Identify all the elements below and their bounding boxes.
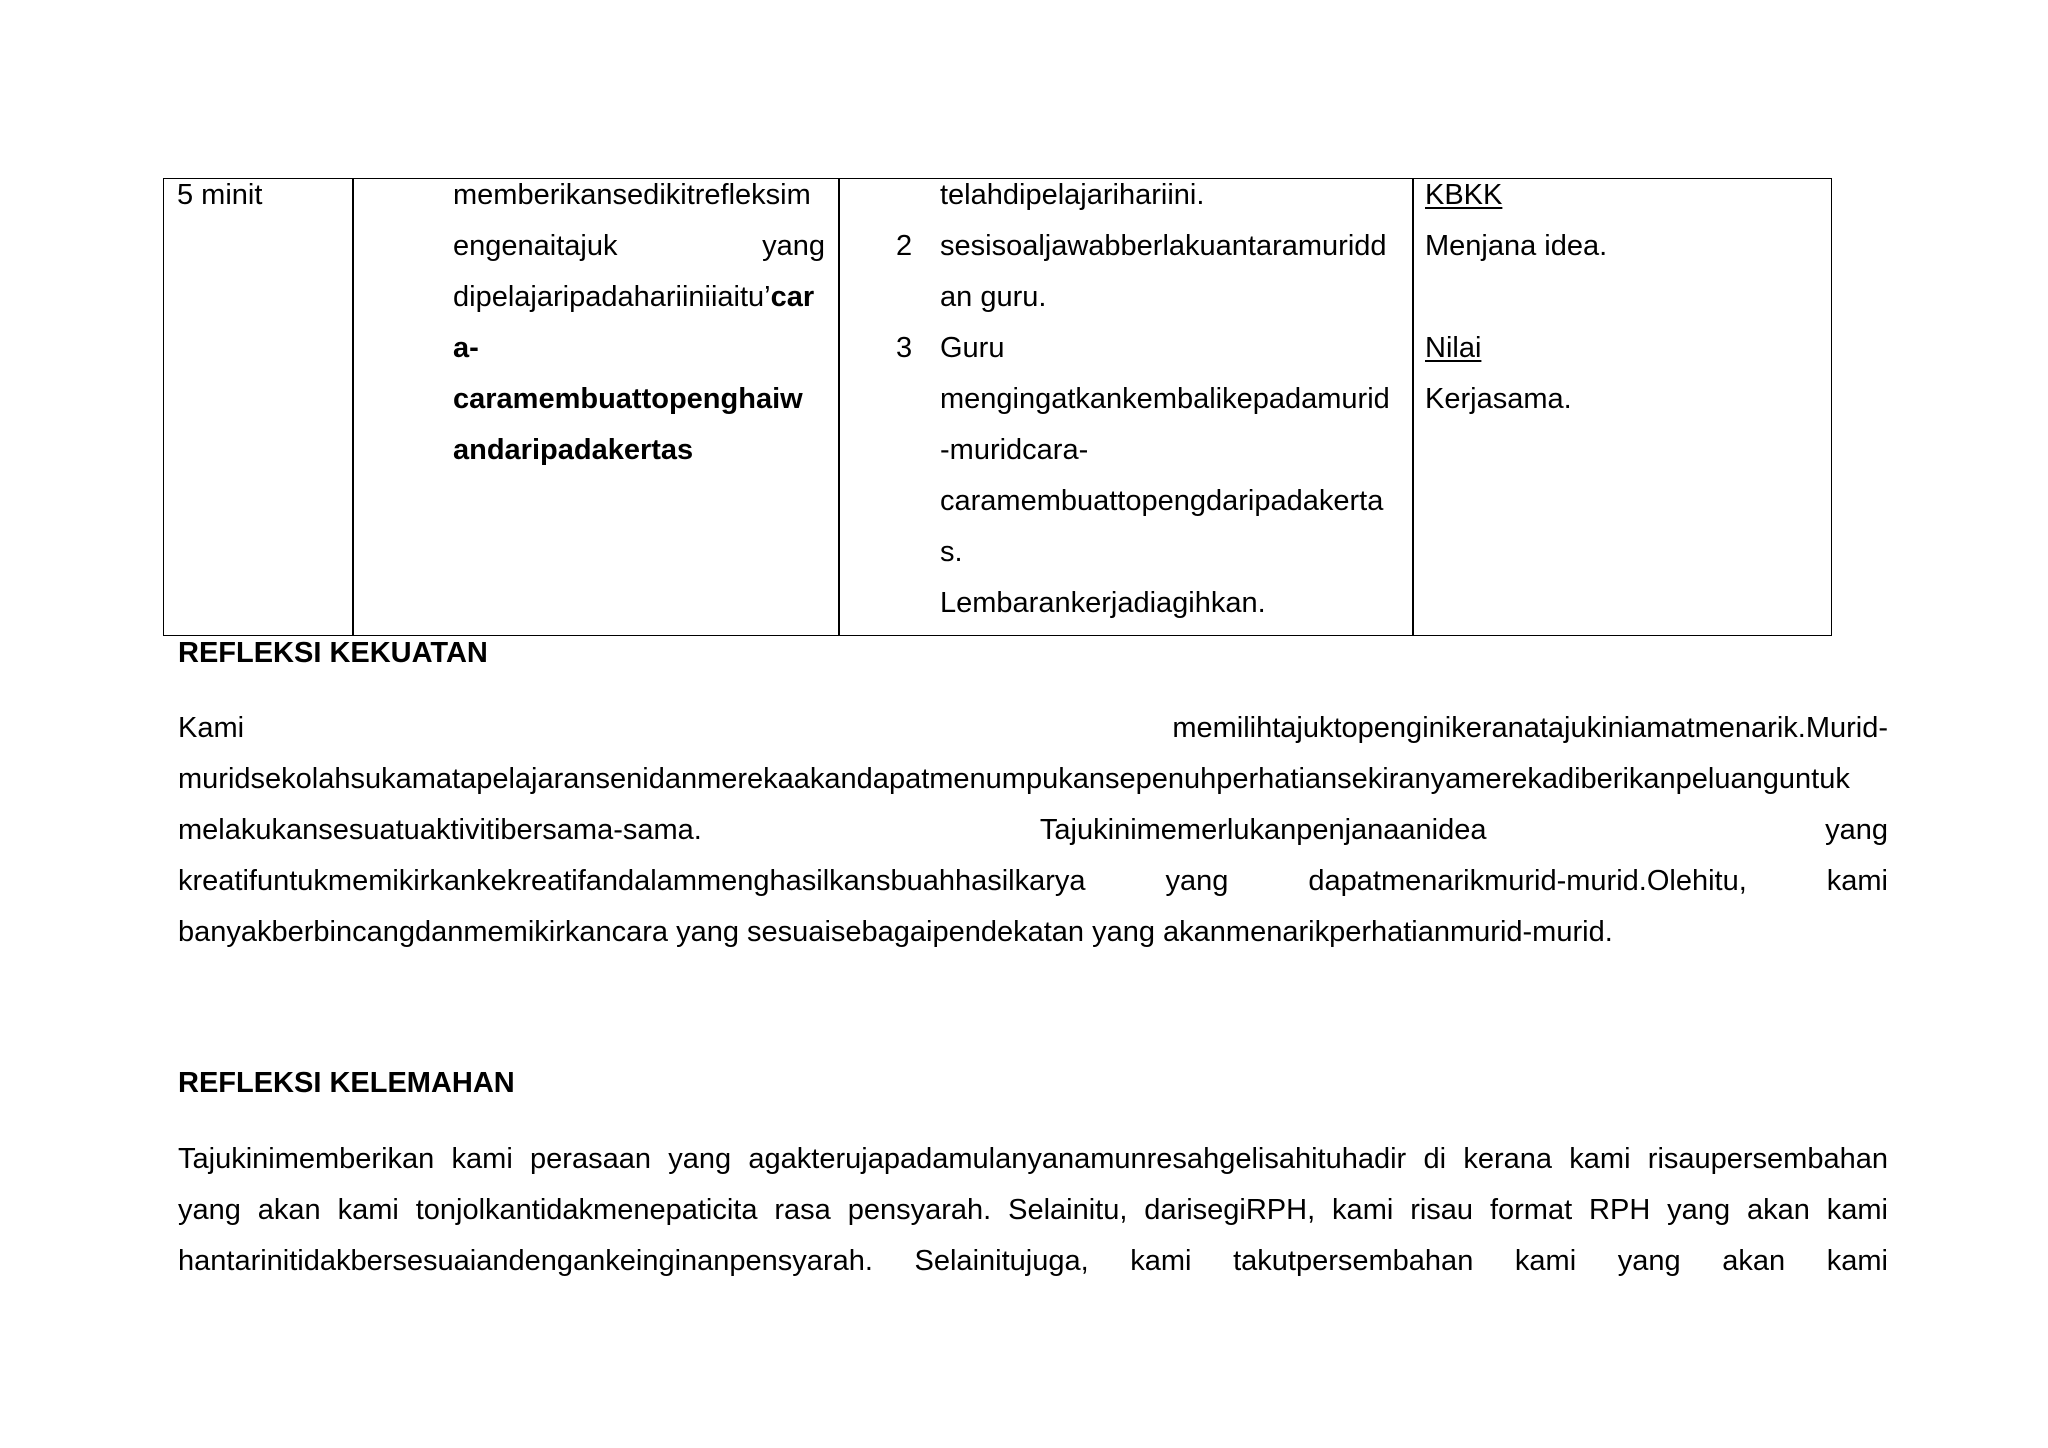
notes-line-text: Lembarankerjadiagihkan. [940,587,1266,619]
notes-cell [896,170,1405,629]
notes-line-text: sesisoaljawabberlakuantaramuridd [940,230,1387,262]
column-divider [1412,179,1414,635]
step-number [896,272,940,323]
strengths-heading: REFLEKSI KEKUATAN [178,637,488,669]
column-divider [352,179,354,635]
notes-line [896,170,1405,221]
activity-line-bold: car [770,281,815,313]
step-number [896,527,940,578]
activity-line-bold: a- [453,332,479,364]
paragraph-line: melakukansesuatuaktivitibersama-sama. Tajukinimemerlukanpenjanaanidea yang [178,814,1888,846]
duration-text: 5 minit [177,179,263,211]
notes-line [896,374,1405,425]
step-number [896,374,940,425]
remarks-cell [1425,170,1607,425]
notes-line [896,272,1405,323]
strengths-paragraph [178,703,1888,958]
activity-line: memberikansedikitrefleksim [453,179,811,211]
paragraph-line: hantarinitidakbersesuaiandengankeinginanpensyarah. Selainitujuga, kami takutpersembahan kami yang akan kami [178,1245,1888,1277]
notes-line-text: Guru [940,332,1005,364]
paragraph-line: banyakberbincangdanmemikirkancara yang sesuaisebagaipendekatan yang akanmenarikperhatianmurid-murid. [178,916,1613,948]
activity-line-bold: andaripadakertas [453,434,694,466]
lesson-plan-table [163,178,1832,636]
step-number: 2 [896,230,913,262]
paragraph-line: Tajukinimemberikan kami perasaan yang agakterujapadamulanyanamunresahgelisahituhadir di kerana kami risaupersembahan [178,1143,1888,1175]
step-number [896,425,940,476]
notes-line-text: an guru. [940,281,1047,313]
kbkk-label: KBKK [1425,179,1503,211]
notes-line [896,476,1405,527]
activity-cell [453,170,825,476]
paragraph-line: muridsekolahsukamatapelajaransenidanmerekaakandapatmenumpukansepenuhperhatiansekiranyamerekadiberikanpeluanguntuk [178,763,1850,795]
weaknesses-paragraph [178,1134,1888,1287]
paragraph-line: yang akan kami tonjolkantidakmenepaticita rasa pensyarah. Selainitu, darisegiRPH, kami risau format RPH yang akan kami [178,1194,1888,1226]
nilai-value: Kerjasama. [1425,383,1572,415]
notes-line [896,578,1405,629]
activity-line: engenaitajuk yang [453,230,825,262]
activity-line-bold: caramembuattopenghaiw [453,383,803,415]
paragraph-line: kreatifuntukmemikirkankekreatifandalammenghasilkansbuahhasilkarya yang dapatmenarikmurid-murid.Olehitu, kami [178,865,1888,897]
notes-line-text: -muridcara- [940,434,1089,466]
notes-line-text: caramembuattopengdaripadakerta [940,485,1384,517]
notes-line [896,221,1405,272]
notes-line-text: s. [940,536,963,568]
paragraph-line: Kami memilihtajuktopenginikeranatajukiniamatmenarik.Murid- [178,712,1888,744]
activity-line-text: dipelajaripadahariiniiaitu’ [453,281,771,313]
column-divider [838,179,840,635]
step-number: 3 [896,332,913,364]
kbkk-value: Menjana idea. [1425,230,1608,262]
activity-line [453,272,825,323]
weaknesses-heading: REFLEKSI KELEMAHAN [178,1067,515,1099]
notes-line [896,425,1405,476]
nilai-label: Nilai [1425,332,1482,364]
notes-line [896,527,1405,578]
duration-cell [177,170,262,221]
notes-line-text: mengingatkankembalikepadamurid [940,383,1390,415]
step-number [896,578,940,629]
notes-line [896,323,1405,374]
step-number [896,476,940,527]
notes-line-text: telahdipelajarihariini. [940,179,1205,211]
step-number [896,170,940,221]
